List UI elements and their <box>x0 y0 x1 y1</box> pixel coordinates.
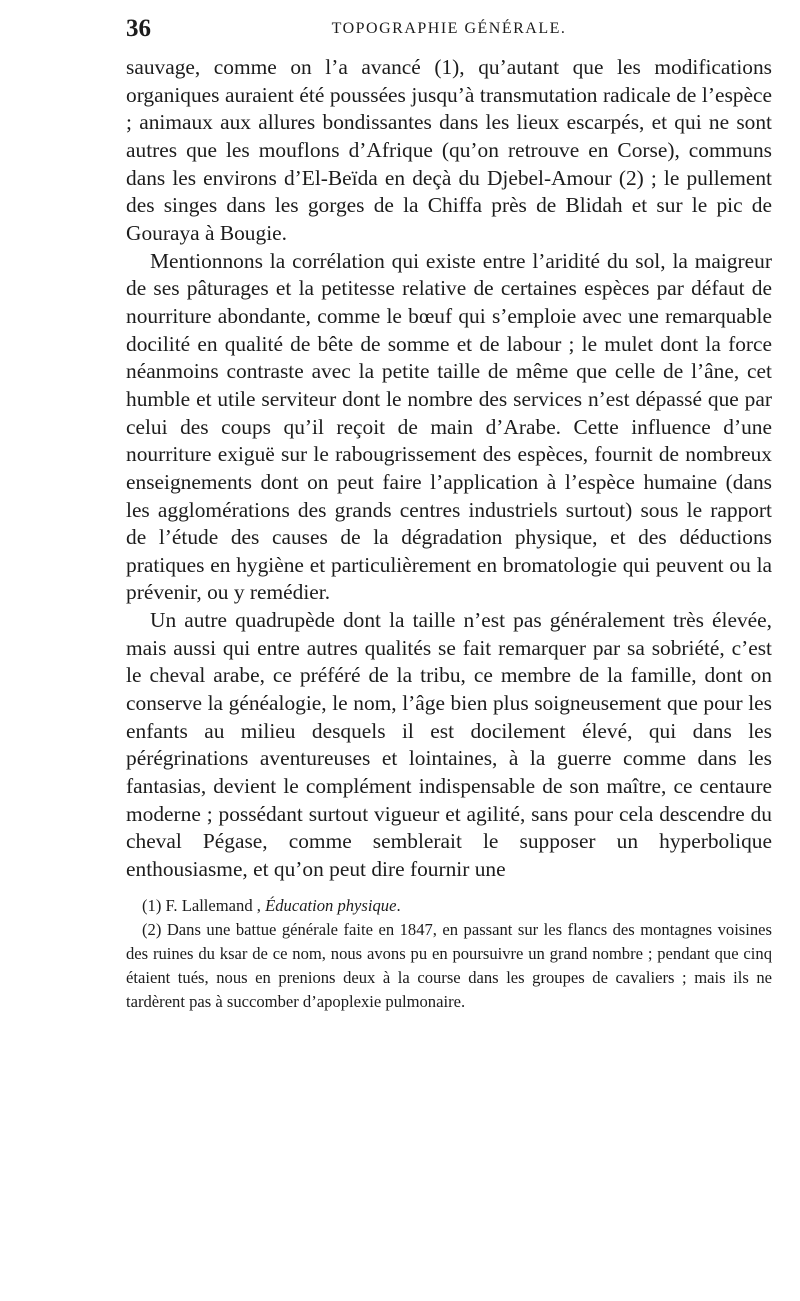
footnotes <box>126 894 772 1014</box>
paragraph: Mentionnons la corrélation qui existe entre l’aridité du sol, la maigreur de ses pâturages et la petitesse relative de certaines espèces par défaut de nourriture abondante, comme le bœuf qui s’emploie avec une remarquable docilité en qualité de bête de somme et de labour ; le mulet dont la force néanmoins contraste avec la petite taille de même que celle de l’âne, cet humble et utile serviteur dont le nombre des services n’est dépassé que par celui des coups qu’il reçoit de main d’Arabe. Cette influence d’une nourriture exiguë sur le rabougrissement des espèces, fournit de nombreux enseignements dont on peut faire l’application à l’espèce humaine (dans les agglomérations des grands centres industriels surtout) sous le rapport de l’étude des causes de la dégradation physique, et des déductions pratiques en hygiène et particulièrement en bromatologie qui peuvent ou la prévenir, ou y remédier. <box>126 248 772 605</box>
body-text <box>126 54 772 884</box>
footnote-1-tail: . <box>396 895 401 915</box>
footnote-2-text: (2) Dans une battue générale faite en 1847, en passant sur les flancs des montagnes voisines des ruines du ksar de ce nom, nous avons pu en poursuivre un grand nombre ; pendant que cinq étaient tués, nous en prenions deux à la course dans les groupes de cavaliers ; mais ils ne tardèrent pas à succomber d’apoplexie pulmonaire. <box>126 919 772 1011</box>
paragraph: Un autre quadrupède dont la taille n’est pas généralement très élevée, mais aussi qui entre autres qualités se fait remarquer par sa sobriété, c’est le cheval arabe, ce préféré de la tribu, ce membre de la famille, dont on conserve la généalogie, le nom, l’âge bien plus soigneusement que pour les enfants au milieu desquels il est docilement élevé, qui dans les pérégrinations aventureuses et lointaines, à la guerre comme dans les fantasias, devient le complément indispensable de son maître, ce centaure moderne ; possédant surtout vigueur et agilité, sans pour cela descendre du cheval Pégase, comme semblerait le supposer un hyperbolique enthousiasme, et qu’on peut dire fournir une <box>126 608 772 882</box>
footnote-1 <box>126 894 772 918</box>
footnote-1-work-title: Éducation physique <box>265 895 397 915</box>
paragraph-continued: sauvage, comme on l’a avancé (1), qu’autant que les modifications organiques auraient été poussées jusqu’à transmutation radicale de l’espèce ; animaux aux allures bondissantes dans les lieux escarpés, et qui ne sont autres que les mouflons d’Afrique (qu’on retrouve en Corse), communs dans les environs d’El-Beïda en deçà du Djebel-Amour (2) ; le pullement des singes dans les gorges de la Chiffa près de Blidah et sur le pic de Gouraya à Bougie. <box>126 55 772 245</box>
footnote-1-lead: (1) F. Lallemand , <box>142 895 266 915</box>
running-head <box>126 14 772 46</box>
page-number: 36 <box>126 15 151 42</box>
footnote-2 <box>126 918 772 1014</box>
running-title: TOPOGRAPHIE GÉNÉRALE. <box>331 20 567 37</box>
book-page <box>126 14 772 1014</box>
